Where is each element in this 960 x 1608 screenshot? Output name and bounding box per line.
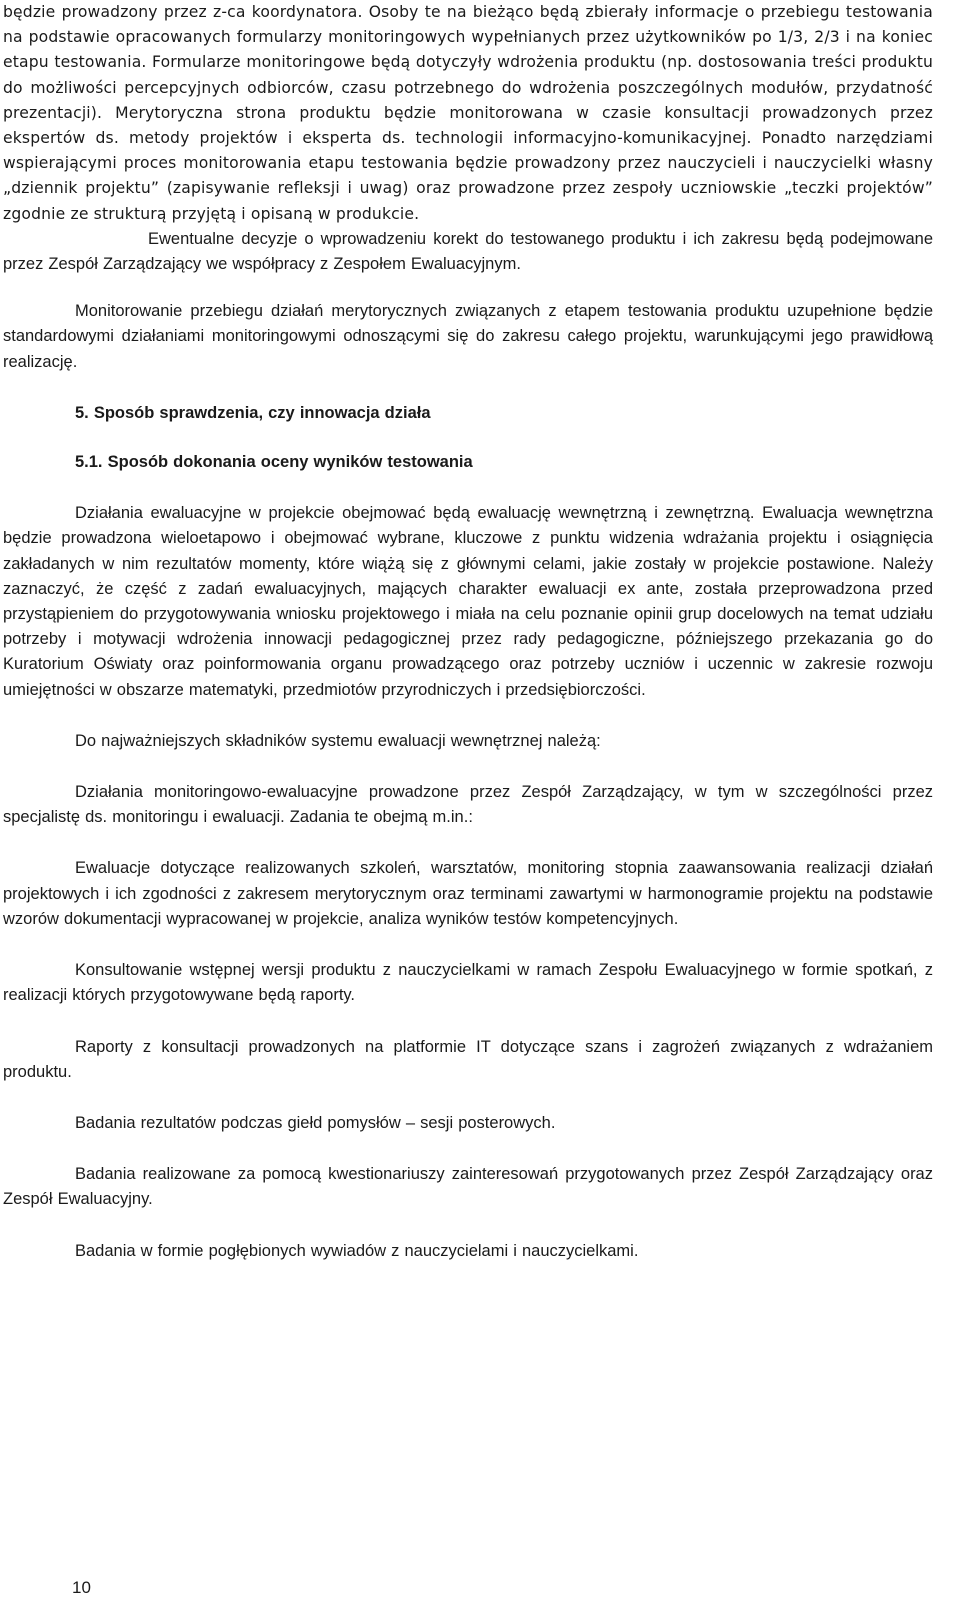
monitoring-section [3,0,933,227]
document-body [3,0,933,1264]
spacer [3,475,933,501]
components-intro-paragraph: Do najważniejszych składników systemu ewaluacji wewnętrznej należą: [75,731,601,750]
spacer [3,277,933,299]
evaluation-paragraph: Działania ewaluacyjne w projekcie obejmować będą ewaluację wewnętrzną i zewnętrzną. Ewaluacja wewnętrzna będzie prowadzona wieloetapowo i obejmować wybrane, kluczowe z punktu widzenia wdrażania projektu i osiągnięcia zakładanych w nim rezultatów momenty, które wiążą się z głównymi celami, jakie zostały w projekcie postawione. Należy zaznaczyć, że część z zadań ewaluacyjnych, mających charakter ewaluacji ex ante, została przeprowadzona przed przystąpieniem do przygotowywania wniosku projektowego i miała na celu poznanie opinii grup docelowych na temat udziału potrzeby i motywacji wdrożenia innowacji pedagogicznej przez rady pedagogiczne, późniejszego przekazania go do Kuratorium Oświaty oraz poinformowania organu prowadzącego oraz potrzeby uczniów i uczennic w zakresie rozwoju umiejętności w obszarze matematyki, przedmiotów przyrodniczych i przedsiębiorczości. [3,504,933,699]
spacer [3,932,933,958]
decisions-paragraph: Ewentualne decyzje o wprowadzeniu korekt do testowanego produktu i ich zakresu będą podejmowane przez Zespół Zarządzający we współpracy z Zespołem Ewaluacyjnym. [3,229,933,274]
section-heading-5: 5. Sposób sprawdzenia, czy innowacja działa [75,403,431,422]
page-number: 10 [72,1578,91,1597]
activities-paragraph: Działania monitoringowo-ewaluacyjne prowadzone przez Zespół Zarządzający, w tym w szczególności przez specjalistę ds. monitoringu i ewaluacji. Zadania te obejmą m.in.: [3,783,933,827]
spacer [3,754,933,780]
spacer [3,1085,933,1111]
surveys-paragraph: Badania realizowane za pomocą kwestionariuszy zainteresowań przygotowanych przez Zespół Zarządzający oraz Zespół Ewaluacyjny. [3,1165,933,1209]
spacer [3,703,933,729]
spacer [3,426,933,450]
fairs-paragraph: Badania rezultatów podczas giełd pomysłów – sesji posterowych. [75,1113,556,1132]
training-evaluation-paragraph: Ewaluacje dotyczące realizowanych szkoleń, warsztatów, monitoring stopnia zaawansowania realizacji działań projektowych i ich zgodności z zakresem merytorycznym oraz terminami zawartymi w harmonogramie projektu na podstawie wzorów dokumentacji wypracowanej w projekcie, analiza wyników testów kompetencyjnych. [3,859,933,928]
spacer [3,1136,933,1162]
monitoring-paragraph: Monitorowanie przebiegu działań merytorycznych związanych z etapem testowania produktu uzupełnione będzie standardowymi działaniami monitoringowymi odnoszącymi się do zakresu całego projektu, warunkującymi jego prawidłową realizację. [3,302,933,371]
interviews-paragraph: Badania w formie pogłębionych wywiadów z nauczycielami i nauczycielkami. [75,1241,639,1260]
reports-paragraph: Raporty z konsultacji prowadzonych na platformie IT dotyczące szans i zagrożeń związanych z wdrażaniem produktu. [3,1037,933,1081]
spacer [3,1213,933,1239]
monitoring-forms-paragraph: będzie prowadzony przez z-ca koordynatora. Osoby te na bieżąco będą zbierały informacje o przebiegu testowania na podstawie opracowanych formularzy monitoringowych wypełnianych przez użytkowników po 1/3, 2/3 i na koniec etapu testowania. Formularze monitoringowe będą dotyczyły wdrożenia produktu (np. dostosowania treści produktu do możliwości percepcyjnych odbiorców, czasu potrzebnego do wdrożenia poszczególnych modułów, przydatność prezentacji). Merytoryczna strona produktu będzie monitorowana w czasie konsultacji prowadzonych przez ekspertów ds. metody projektów i eksperta ds. technologii informacyjno-komunikacyjnej. Ponadto narzędziami wspierającymi proces monitorowania etapu testowania będzie prowadzony przez nauczycieli i nauczycielki własny „dziennik projektu” (zapisywanie refleksji i uwag) oraz prowadzone przez zespoły uczniowskie „teczki projektów” zgodnie ze strukturą przyjętą i opisaną w produkcie. [3,3,933,223]
spacer [3,1009,933,1035]
spacer [3,375,933,401]
consultation-paragraph: Konsultowanie wstępnej wersji produktu z nauczycielkami w ramach Zespołu Ewaluacyjnego w formie spotkań, z realizacji których przygotowywane będą raporty. [3,961,933,1005]
section-heading-5-1: 5.1. Sposób dokonania oceny wyników testowania [75,453,473,472]
spacer [3,830,933,856]
